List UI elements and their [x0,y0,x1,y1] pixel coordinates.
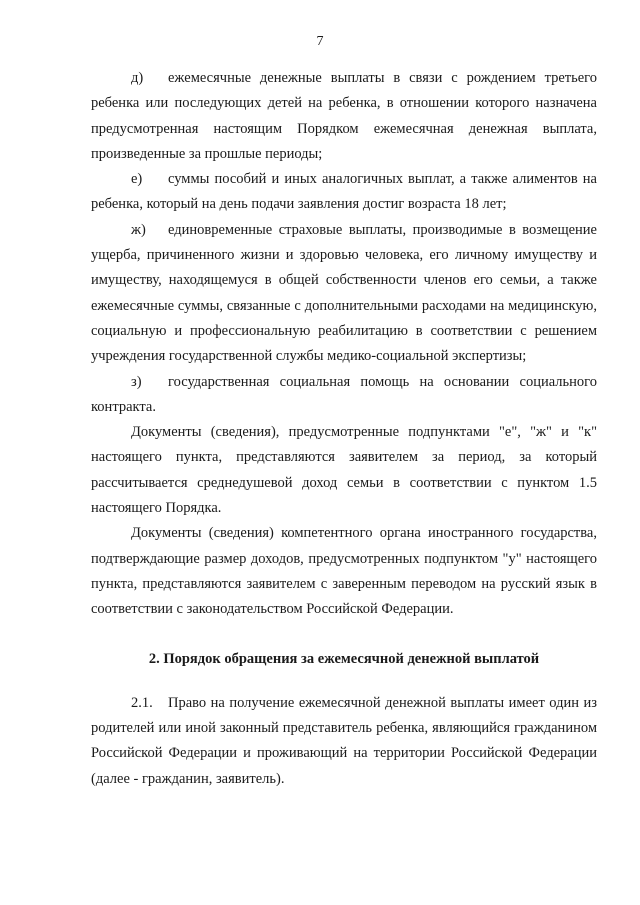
list-marker: е) [131,171,143,188]
list-marker: з) [131,373,142,390]
paragraph-documents-foreign: Документы (сведения) компетентного органа иностранного государства, подтверждающие размер доходов, предусмотренных подпунктом "у" настоящего пункта, представляются заявителем с заверенным переводом на русский язык в соответствии с законодательством Российской Федерации. [91,525,597,618]
list-item-text: суммы пособий и иных аналогичных выплат, а также алиментов на ребенка, который на день подачи заявления достиг возраста 18 лет; [91,171,597,213]
list-item-e [91,167,597,218]
list-item-zh [91,218,597,370]
paragraph-documents-period: Документы (сведения), предусмотренные подпунктами "е", "ж" и "к" настоящего пункта, представляются заявителем за период, за который рассчитывается среднедушевой доход семьи в соответствии с пунктом 1.5 настоящего Порядка. [91,424,597,517]
list-item-text: единовременные страховые выплаты, производимые в возмещение ущерба, причиненного жизни и здоровью человека, его личному имуществу и имуществу, находящемуся в общей собственности членов его семьи, а также ежемесячные суммы, связанные с дополнительными расходами на медицинскую, социальную и профессиональную реабилитацию в соответствии с решением учреждения государственной службы медико-социальной экспертизы; [91,221,597,365]
list-marker: ж) [131,221,146,238]
list-marker: д) [131,70,144,86]
section-paragraph-2-1 [91,691,597,792]
list-item-text: ежемесячные денежные выплаты в связи с рождением третьего ребенка или последующих детей на ребенка, в отношении которого назначена предусмотренная настоящим Порядком ежемесячная денежная выплата, произведенные за прошлые периоды; [91,70,597,162]
page-number: 7 [316,34,324,49]
section-heading: 2. Порядок обращения за ежемесячной денежной выплатой [148,650,540,667]
section-paragraph-text: Право на получение ежемесячной денежной выплаты имеет один из родителей или иной законный представитель ребенка, являющийся гражданином Российской Федерации и проживающий на территории Российской Федерации (далее - гражданин, заявитель). [91,694,597,787]
list-item-d [91,66,597,167]
list-item-z [91,370,597,421]
list-item-text: государственная социальная помощь на основании социального контракта. [91,373,597,415]
section-marker: 2.1. [131,694,153,711]
document-body [91,66,597,792]
